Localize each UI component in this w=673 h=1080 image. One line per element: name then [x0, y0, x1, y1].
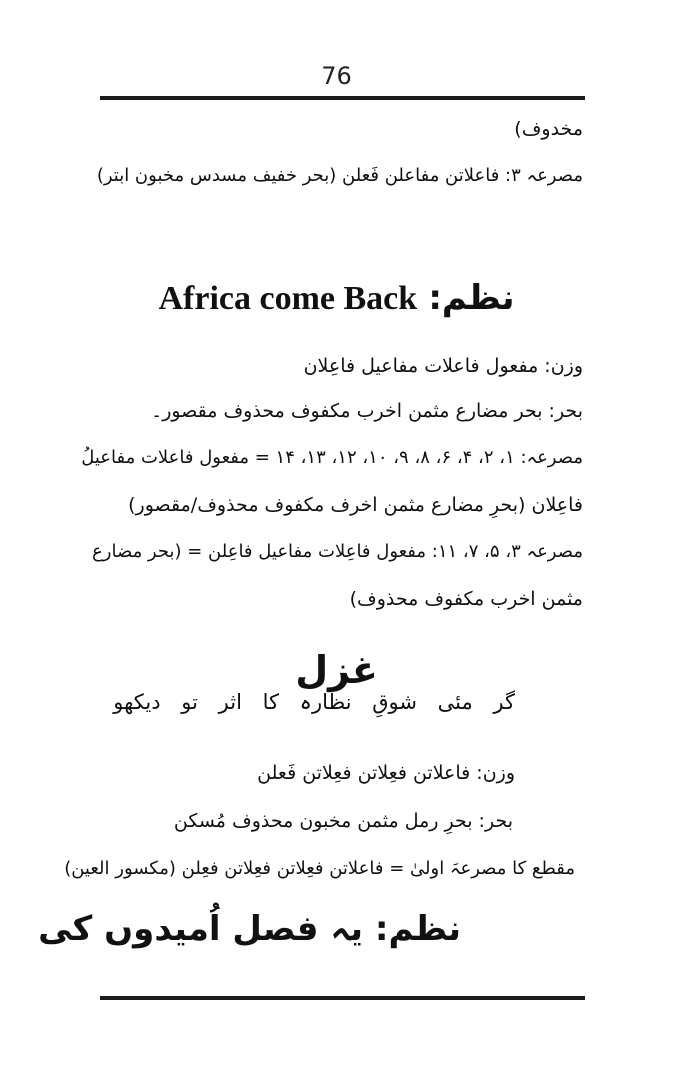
ghazal-verse: گر مئی شوقِ نظارہ کا اثر تو دیکھو	[113, 690, 515, 714]
text-line-bahr-1: بحر: بحر مضارع مثمن اخرب مکفوف محذوف مقصور۔	[151, 400, 583, 422]
top-rule	[100, 96, 585, 100]
text-line-wazn-1: وزن: مفعول فاعلات مفاعیل فاعِلان	[303, 355, 583, 377]
final-nazm-heading: نظم: یہ فصل اُمیدوں کی	[38, 909, 461, 949]
text-line-wazn-2: وزن: فاعلاتن فعِلاتن فعِلاتن فَعلن	[257, 762, 515, 784]
text-line-continuation: مخدوف)	[514, 118, 583, 140]
text-line-misra-3: مصرعہ ۳: فاعلاتن مفاعلن فَعلن (بحر خفیف مسدس مخبون ابتر)	[96, 165, 583, 186]
text-line-misra-list-c: مصرعہ ۳، ۵، ۷، ۱۱: مفعول فاعِلات مفاعیل فاعِلن = (بحر مضارع	[92, 541, 583, 562]
text-line-maqta: مقطع کا مصرعہَ اولیٰ = فاعلاتن فعِلاتن فعِلاتن فعِلن (مکسور العین)	[64, 858, 575, 879]
text-line-bahr-2: بحر: بحرِ رمل مثمن مخبون محذوف مُسکن	[173, 810, 513, 832]
text-line-misra-list-d: مثمن اخرب مکفوف محذوف)	[349, 588, 583, 610]
text-line-misra-list-b: فاعِلان (بحرِ مضارع مثمن اخرف مکفوف محذوف/مقصور)	[128, 494, 583, 516]
nazm-heading	[0, 278, 673, 318]
text-line-misra-list-a: مصرعہ: ۱، ۲، ۴، ۶، ۸، ۹، ۱۰، ۱۲، ۱۳، ۱۴ = مفعول فاعلات مفاعیلُ	[81, 447, 583, 468]
nazm-title: Africa come Back	[158, 280, 418, 317]
ghazal-heading: غزل	[295, 648, 378, 692]
bottom-rule	[100, 996, 585, 1000]
page-number: 76	[321, 62, 352, 90]
nazm-label: نظم:	[428, 278, 515, 318]
